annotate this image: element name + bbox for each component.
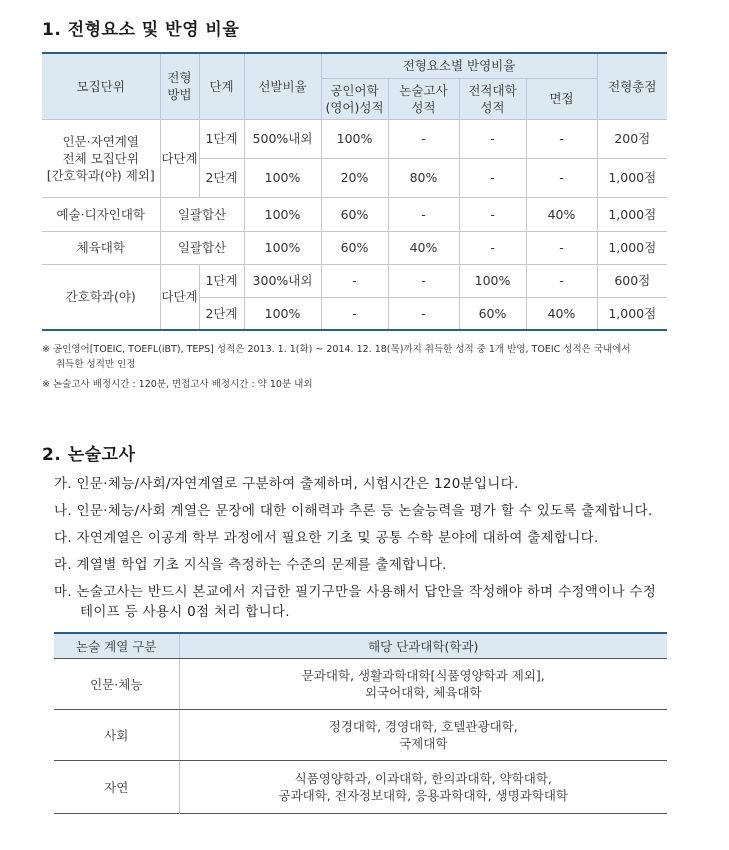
header-category: 논술 계열 구분: [54, 633, 179, 659]
total-cell: 1,000점: [597, 297, 667, 330]
header-unit: 모집단위: [42, 53, 160, 119]
ratio-cell: 300%내외: [244, 264, 321, 297]
total-cell: 1,000점: [597, 231, 667, 264]
language-cell: 60%: [321, 231, 388, 264]
previous-college-cell: -: [459, 197, 526, 231]
note-exam-time: ※ 논술고사 배정시간 : 120분, 면접고사 배정시간 : 약 10분 내외: [42, 379, 313, 390]
essay-info-item-d: 라. 계열별 학업 기초 지식을 측정하는 수준의 문제를 출제합니다.: [54, 557, 447, 573]
header-element-group: 전형요소별 반영비율: [321, 53, 597, 78]
header-ratio: 선발비율: [244, 53, 321, 119]
ratio-cell: 100%: [244, 158, 321, 197]
ratio-cell: 100%: [244, 197, 321, 231]
total-cell: 1,000점: [597, 197, 667, 231]
previous-college-cell: 60%: [459, 297, 526, 330]
language-cell: -: [321, 264, 388, 297]
header-colleges: 해당 단과대학(학과): [179, 633, 667, 659]
total-cell: 200점: [597, 119, 667, 158]
interview-cell: 40%: [526, 197, 597, 231]
previous-college-cell: 100%: [459, 264, 526, 297]
language-cell: 60%: [321, 197, 388, 231]
language-cell: 100%: [321, 119, 388, 158]
unit-cell: 체육대학: [42, 231, 160, 264]
essay-info-item-a: 가. 인문·체능/사회/자연계열로 구분하여 출제하며, 시험시간은 120분입니다.: [54, 476, 519, 492]
total-cell: 600점: [597, 264, 667, 297]
unit-cell: 간호학과(야): [42, 264, 160, 330]
method-cell: 일괄합산: [160, 231, 244, 264]
interview-cell: 40%: [526, 297, 597, 330]
header-language: 공인어학 (영어)성적: [321, 78, 388, 119]
essay-cell: 80%: [388, 158, 459, 197]
interview-cell: -: [526, 119, 597, 158]
essay-info-item-c: 다. 자연계열은 이공계 학부 과정에서 필요한 기초 및 공통 수학 분야에 대하여 출제합니다.: [54, 530, 599, 546]
essay-cell: -: [388, 297, 459, 330]
colleges-cell: 문과대학, 생활과학대학[식품영양학과 제외], 외국어대학, 체육대학: [179, 659, 667, 710]
table-row: [42, 264, 667, 297]
table-row: [42, 119, 667, 158]
essay-cell: -: [388, 264, 459, 297]
table-row: [54, 659, 667, 710]
essay-cell: 40%: [388, 231, 459, 264]
header-total: 전형총점: [597, 53, 667, 119]
colleges-cell: 정경대학, 경영대학, 호텔관광대학, 국제대학: [179, 710, 667, 761]
interview-cell: -: [526, 158, 597, 197]
category-cell: 인문·체능: [54, 659, 179, 710]
essay-cell: -: [388, 119, 459, 158]
essay-info-item-e: 마. 논술고사는 반드시 본교에서 지급한 필기구만을 사용해서 답안을 작성해야 하며 수정액이나 수정 테이프 등 사용시 0점 처리 합니다.: [54, 584, 657, 620]
ratio-cell: 100%: [244, 231, 321, 264]
header-essay: 논술고사 성적: [388, 78, 459, 119]
section-2-title: 2. 논술고사: [42, 445, 136, 465]
method-cell: 다단계: [160, 119, 199, 197]
essay-category-table: [54, 632, 667, 814]
table-row: [54, 710, 667, 761]
stage-cell: 2단계: [199, 297, 244, 330]
essay-cell: -: [388, 197, 459, 231]
unit-cell: 인문·자연계열 전체 모집단위 [간호학과(야) 제외]: [42, 119, 160, 197]
category-cell: 자연: [54, 761, 179, 814]
stage-cell: 2단계: [199, 158, 244, 197]
note-english-score: ※ 공인영어[TOEIC, TOEFL(iBT), TEPS] 성적은 2013. 1. 1(화) ~ 2014. 12. 18(목)까지 취득한 성적 중 1개 반영, TOEIC 성적은 국내에서 취득한 성적만 인정: [42, 344, 631, 370]
previous-college-cell: -: [459, 158, 526, 197]
total-cell: 1,000점: [597, 158, 667, 197]
previous-college-cell: -: [459, 231, 526, 264]
unit-cell: 예술·디자인대학: [42, 197, 160, 231]
stage-cell: 1단계: [199, 264, 244, 297]
interview-cell: -: [526, 231, 597, 264]
language-cell: -: [321, 297, 388, 330]
method-cell: 일괄합산: [160, 197, 244, 231]
section-1-title: 1. 전형요소 및 반영 비율: [42, 20, 240, 40]
header-stage: 단계: [199, 53, 244, 119]
ratio-cell: 500%내외: [244, 119, 321, 158]
category-cell: 사회: [54, 710, 179, 761]
previous-college-cell: -: [459, 119, 526, 158]
ratio-cell: 100%: [244, 297, 321, 330]
header-method: 전형 방법: [160, 53, 199, 119]
essay-info-item-b: 나. 인문·체능/사회 계열은 문장에 대한 이해력과 추론 등 논술능력을 평가 할 수 있도록 출제합니다.: [54, 503, 653, 519]
method-cell: 다단계: [160, 264, 199, 330]
table-row: [54, 761, 667, 814]
table-row: [42, 231, 667, 264]
language-cell: 20%: [321, 158, 388, 197]
header-previous-college: 전적대학 성적: [459, 78, 526, 119]
stage-cell: 1단계: [199, 119, 244, 158]
table-row: [42, 197, 667, 231]
header-interview: 면접: [526, 78, 597, 119]
interview-cell: -: [526, 264, 597, 297]
selection-ratio-table: [42, 52, 667, 331]
colleges-cell: 식품영양학과, 이과대학, 한의과대학, 약학대학, 공과대학, 전자정보대학, 응용과학대학, 생명과학대학: [278, 771, 568, 803]
